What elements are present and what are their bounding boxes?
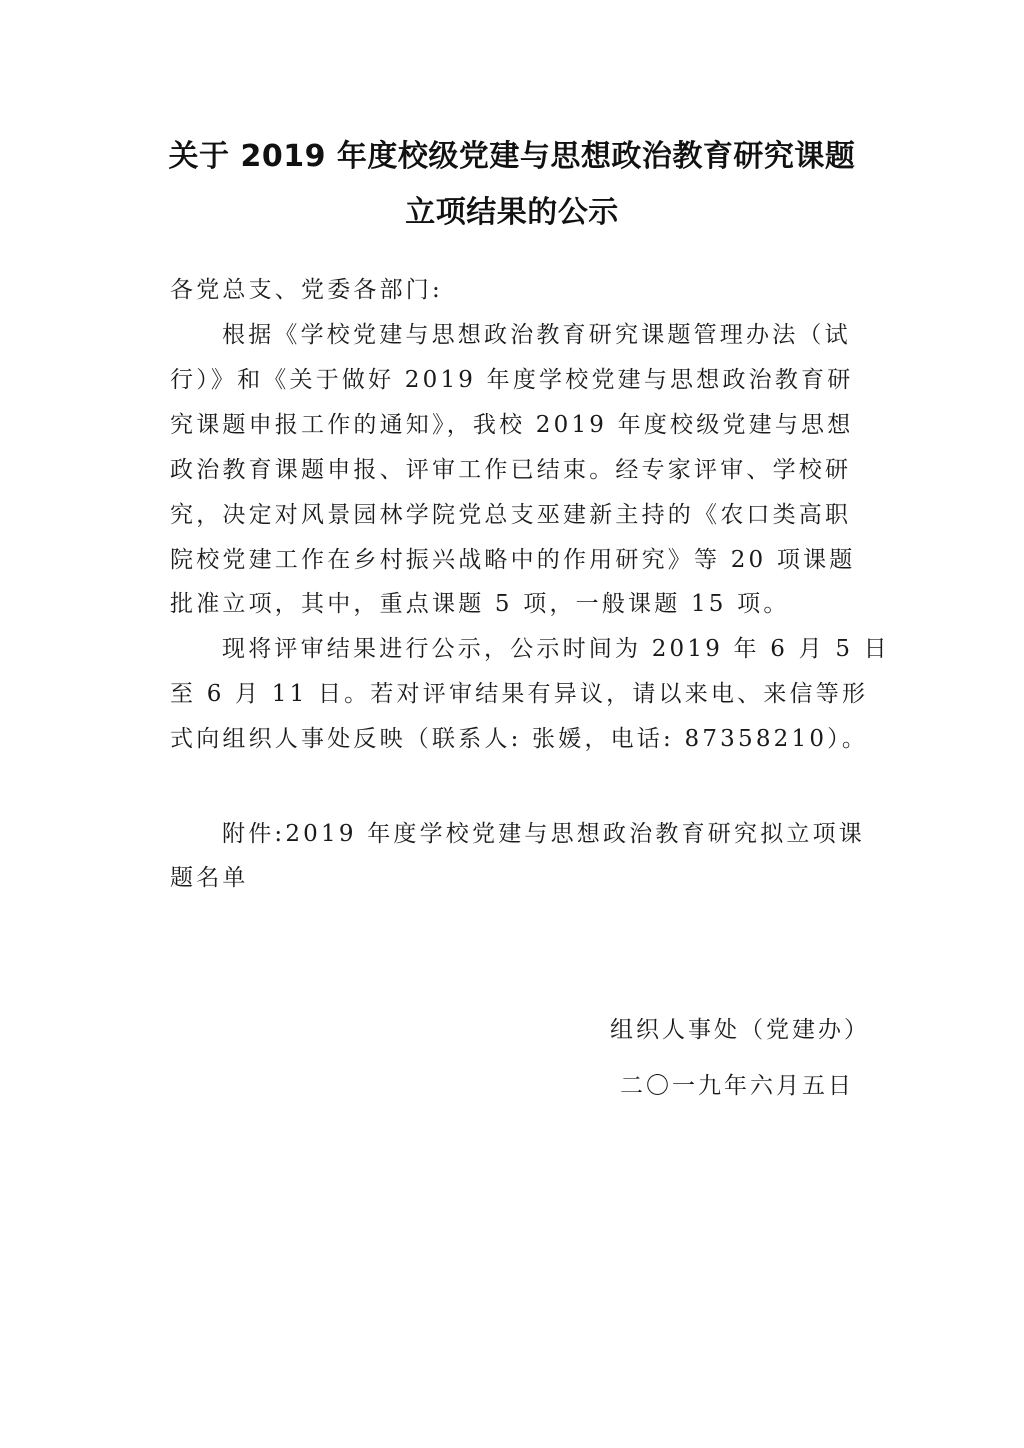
document-title-line-1: 关于 2019 年度校级党建与思想政治教育研究课题 [168, 139, 856, 174]
attachment-line-2: 题名单 [170, 865, 249, 891]
salutation: 各党总支、党委各部门: [170, 277, 443, 303]
paragraph-1-line-7: 批准立项，其中，重点课题 5 项，一般课题 15 项。 [170, 591, 790, 617]
paragraph-2-line-2: 至 6 月 11 日。若对评审结果有异议，请以来电、来信等形 [170, 681, 869, 707]
paragraph-2-line-1: 现将评审结果进行公示，公示时间为 2019 年 6 月 5 日 [222, 636, 890, 662]
paragraph-1-line-3: 究课题申报工作的通知》，我校 2019 年度校级党建与思想 [170, 412, 854, 438]
paragraph-1-line-1: 根据《学校党建与思想政治教育研究课题管理办法（试 [222, 322, 851, 348]
paragraph-2-line-3: 式向组织人事处反映（联系人: 张媛，电话: 87358210）。 [170, 726, 869, 752]
attachment-line-1: 附件:2019 年度学校党建与思想政治教育研究拟立项课 [222, 821, 865, 847]
signature-office: 组织人事处（党建办） [610, 1017, 870, 1043]
document-title-line-2: 立项结果的公示 [405, 195, 619, 230]
paragraph-1-line-2: 行）》和《关于做好 2019 年度学校党建与思想政治教育研 [170, 367, 854, 393]
paragraph-1-line-6: 院校党建工作在乡村振兴战略中的作用研究》等 20 项课题 [170, 547, 856, 573]
paragraph-1-line-4: 政治教育课题申报、评审工作已结束。经专家评审、学校研 [170, 457, 852, 483]
paragraph-1-line-5: 究，决定对风景园林学院党总支巫建新主持的《农口类高职 [170, 502, 852, 528]
signature-date: 二〇一九年六月五日 [620, 1073, 854, 1099]
